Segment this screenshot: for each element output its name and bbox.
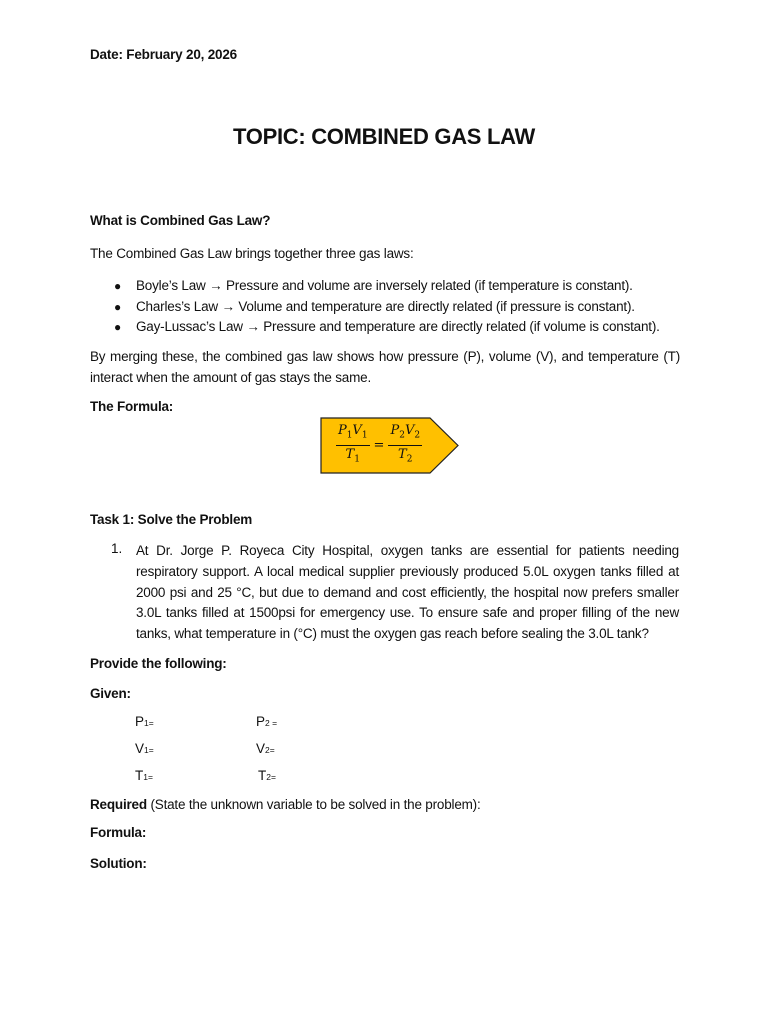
task-heading: Task 1: Solve the Problem (90, 512, 253, 527)
combined-gas-law-equation: $\frac{P_1V_1}{T_1}$ = $\frac{P_2V_2}{T_2}$ (320, 417, 438, 474)
bullet-icon: ● (114, 299, 122, 314)
formula-heading: The Formula: (90, 399, 174, 414)
given-heading: Given: (90, 686, 131, 701)
required-line: Required (State the unknown variable to be solved in the problem): (90, 797, 481, 812)
page-title: TOPIC: COMBINED GAS LAW (233, 124, 535, 149)
solution-label: Solution: (90, 856, 147, 871)
section-heading-what-is: What is Combined Gas Law? (90, 213, 271, 228)
document-date: Date: February 20, 2026 (90, 47, 237, 62)
intro-paragraph: The Combined Gas Law brings together three gas laws: (90, 246, 414, 261)
task-problem-text: At Dr. Jorge P. Royeca City Hospital, oxygen tanks are essential for patients needing respiratory support. A local medical supplier previously produced 5.0L oxygen tanks filled at 2000 psi and 25 °C, but due to demand and cost efficiently, the hospital now prefers smaller 3.0L tanks filled at 1500psi for emergency use. To ensure safe and proper filling of the new tanks, what temperature in (°C) must the oxygen gas reach before sealing the 3.0L tank? (136, 543, 679, 642)
formula-box (320, 417, 460, 474)
given-t1: T1= (135, 768, 153, 783)
gas-laws-list (90, 276, 690, 338)
right-fraction: $\frac{P_2V_2}{T_2}$ (390, 423, 421, 465)
given-v1: V1= (135, 741, 154, 756)
formula-label: Formula: (90, 825, 147, 840)
given-p2: P2 = (256, 714, 278, 729)
list-item: ● Boyle’s Law → Pressure and volume are inversely related (if temperature is constant). (90, 276, 690, 297)
given-v2: V2= (256, 741, 275, 756)
merge-paragraph: By merging these, the combined gas law shows how pressure (P), volume (V), and temperature (T) interact when the amount of gas stays the same. (90, 349, 680, 385)
bullet-icon: ● (114, 320, 122, 334)
given-p1: P1= (135, 714, 154, 729)
bullet-icon: ● (114, 279, 122, 293)
left-fraction: $\frac{P_1V_1}{T_1}$ (337, 423, 368, 465)
list-item: ● Charles’s Law → Volume and temperature are directly related (if pressure is constant). (90, 297, 690, 318)
task-number: 1. (111, 541, 123, 556)
given-t2: T2= (258, 768, 276, 783)
provide-heading: Provide the following: (90, 656, 227, 671)
list-item: ● Gay-Lussac’s Law → Pressure and temperature are directly related (if volume is constant). (90, 317, 690, 338)
